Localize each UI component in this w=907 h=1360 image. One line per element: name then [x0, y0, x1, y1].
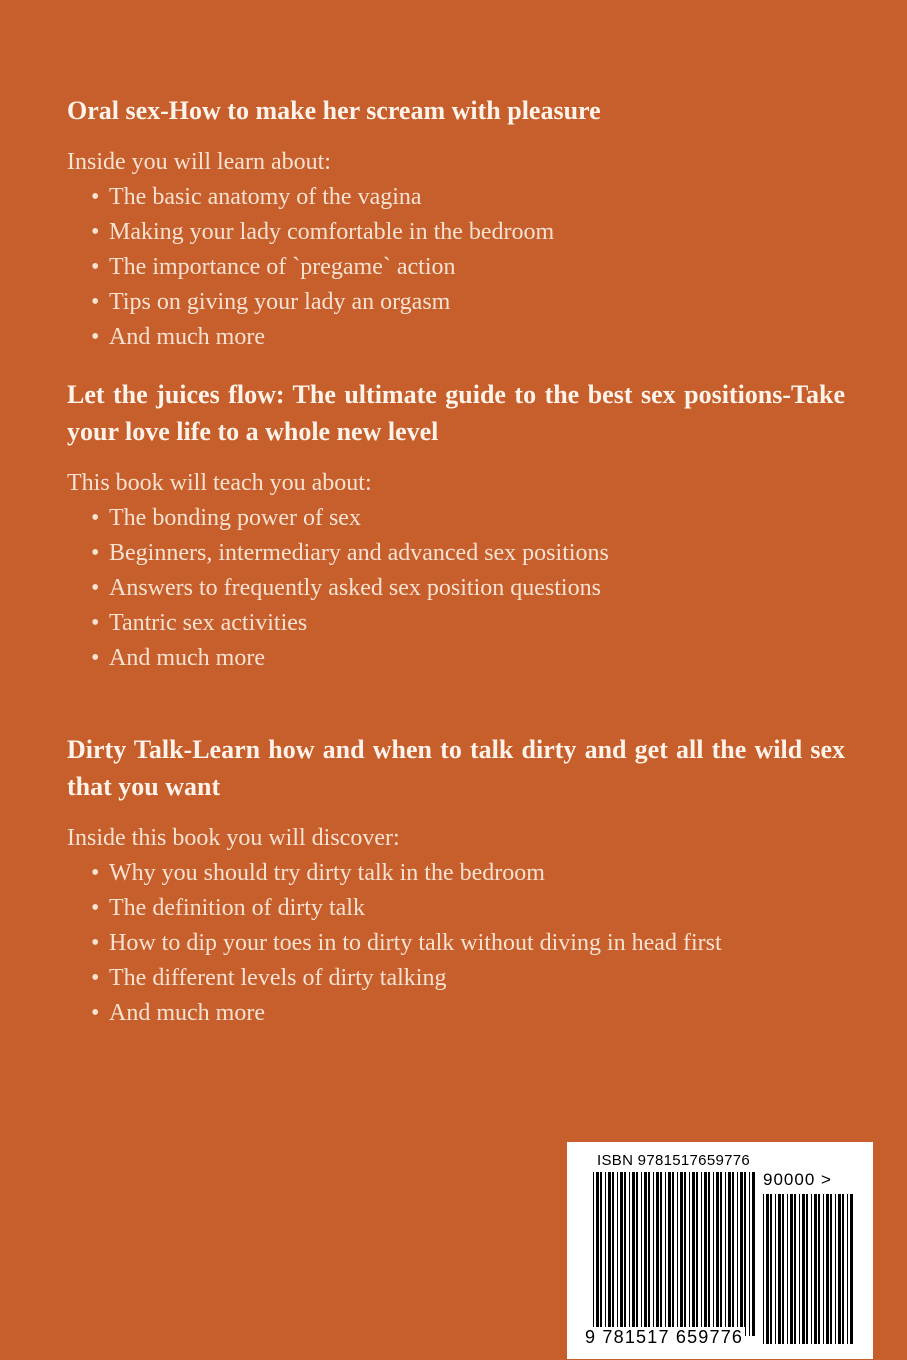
barcode-bar: [612, 1172, 614, 1336]
barcode-bar: [656, 1172, 659, 1336]
list-item: • The different levels of dirty talking: [91, 961, 845, 996]
barcode-bar: [838, 1194, 841, 1344]
barcode-bar: [802, 1194, 805, 1344]
barcode-bar: [713, 1172, 714, 1336]
list-item: • How to dip your toes in to dirty talk without diving in head first: [91, 926, 845, 961]
barcode-bar: [806, 1194, 808, 1344]
barcode-bar: [636, 1172, 638, 1336]
barcode-bar: [617, 1172, 618, 1336]
list-item: • And much more: [91, 641, 845, 676]
isbn-label: ISBN 9781517659776: [597, 1152, 751, 1169]
barcode-bar: [737, 1172, 738, 1336]
barcode-bar: [850, 1194, 853, 1344]
barcode-bar: [826, 1194, 829, 1344]
barcode-bar: [770, 1194, 772, 1344]
barcode-bar: [620, 1172, 623, 1336]
barcode-bar: [629, 1172, 630, 1336]
barcode-bar: [799, 1194, 800, 1344]
list-item: • Beginners, intermediary and advanced sex positions: [91, 536, 845, 571]
barcode-bar: [632, 1172, 635, 1336]
barcode-bar: [624, 1172, 626, 1336]
barcode-bar: [720, 1172, 722, 1336]
section-intro: Inside this book you will discover:: [67, 825, 400, 851]
barcode-bar: [842, 1194, 844, 1344]
list-item: • The definition of dirty talk: [91, 891, 845, 926]
list-item: • And much more: [91, 996, 845, 1031]
barcode-bar: [605, 1172, 606, 1336]
barcode-bar: [665, 1172, 666, 1336]
barcode-bar: [782, 1194, 784, 1344]
barcode-bar: [600, 1172, 602, 1336]
barcode-bar: [732, 1172, 734, 1336]
barcode-bar: [593, 1172, 594, 1336]
book-section-dirty-talk: [67, 731, 845, 1031]
barcode-bar: [689, 1172, 690, 1336]
barcode-bar: [728, 1172, 731, 1336]
barcode-bar: [677, 1172, 678, 1336]
section-heading: Dirty Talk-Learn how and when to talk dirty and get all the wild sex that you want: [67, 735, 845, 801]
list-item: • And much more: [91, 320, 845, 355]
barcode-bar: [740, 1172, 743, 1336]
barcode-bar: [847, 1194, 848, 1344]
list-item: • Why you should try dirty talk in the bedroom: [91, 856, 845, 891]
list-item: • The importance of `pregame` action: [91, 250, 845, 285]
book-section-oral-sex: [67, 92, 845, 355]
barcode-bar: [818, 1194, 820, 1344]
bullet-list: [67, 180, 845, 355]
barcode-bar: [763, 1194, 764, 1344]
barcode-bar: [644, 1172, 647, 1336]
barcode-bar: [814, 1194, 817, 1344]
list-item: • Tantric sex activities: [91, 606, 845, 641]
barcode-bar: [775, 1194, 776, 1344]
barcode-bar: [692, 1172, 695, 1336]
barcode-bar: [704, 1172, 707, 1336]
bullet-list: [67, 856, 845, 1031]
barcode-bar: [653, 1172, 654, 1336]
barcode-bar: [708, 1172, 710, 1336]
list-item: • The basic anatomy of the vagina: [91, 180, 845, 215]
barcode-bar: [701, 1172, 702, 1336]
section-intro: This book will teach you about:: [67, 470, 372, 496]
list-item: • Making your lady comfortable in the bedroom: [91, 215, 845, 250]
list-item: • Tips on giving your lady an orgasm: [91, 285, 845, 320]
isbn-digits: 9 781517 659776: [585, 1327, 744, 1347]
barcode-bar: [660, 1172, 662, 1336]
barcode-addon-bars: [763, 1194, 855, 1344]
section-intro: Inside you will learn about:: [67, 149, 331, 175]
barcode-bar: [766, 1194, 769, 1344]
book-section-juices-flow: [67, 376, 845, 676]
barcode-bar: [835, 1194, 836, 1344]
list-item: • The bonding power of sex: [91, 501, 845, 536]
section-heading: Oral sex-How to make her scream with pleasure: [67, 96, 601, 125]
barcode-bar: [830, 1194, 832, 1344]
barcode-bar: [749, 1172, 750, 1336]
barcode-bar: [811, 1194, 812, 1344]
price-code: 90000 >: [763, 1170, 832, 1189]
barcode-bar: [823, 1194, 824, 1344]
barcode-bar: [641, 1172, 642, 1336]
barcode-bar: [752, 1172, 755, 1336]
barcode-bar: [744, 1172, 746, 1336]
barcode-bar: [648, 1172, 650, 1336]
barcode-bar: [716, 1172, 719, 1336]
barcode-bar: [794, 1194, 796, 1344]
barcode-bar: [684, 1172, 686, 1336]
section-heading: Let the juices flow: The ultimate guide to the best sex positions-Take your love life to a whole new level: [67, 380, 845, 446]
list-item: • Answers to frequently asked sex position questions: [91, 571, 845, 606]
barcode-bar: [790, 1194, 793, 1344]
isbn-barcode: [567, 1142, 873, 1359]
barcode-bar: [596, 1172, 599, 1336]
barcode-bar: [608, 1172, 611, 1336]
barcode-bars: [593, 1172, 755, 1336]
barcode-bar: [696, 1172, 698, 1336]
barcode-bar: [778, 1194, 781, 1344]
barcode-bar: [672, 1172, 674, 1336]
bullet-list: [67, 501, 845, 676]
barcode-bar: [787, 1194, 788, 1344]
barcode-bar: [680, 1172, 683, 1336]
barcode-bar: [668, 1172, 671, 1336]
barcode-bar: [725, 1172, 726, 1336]
